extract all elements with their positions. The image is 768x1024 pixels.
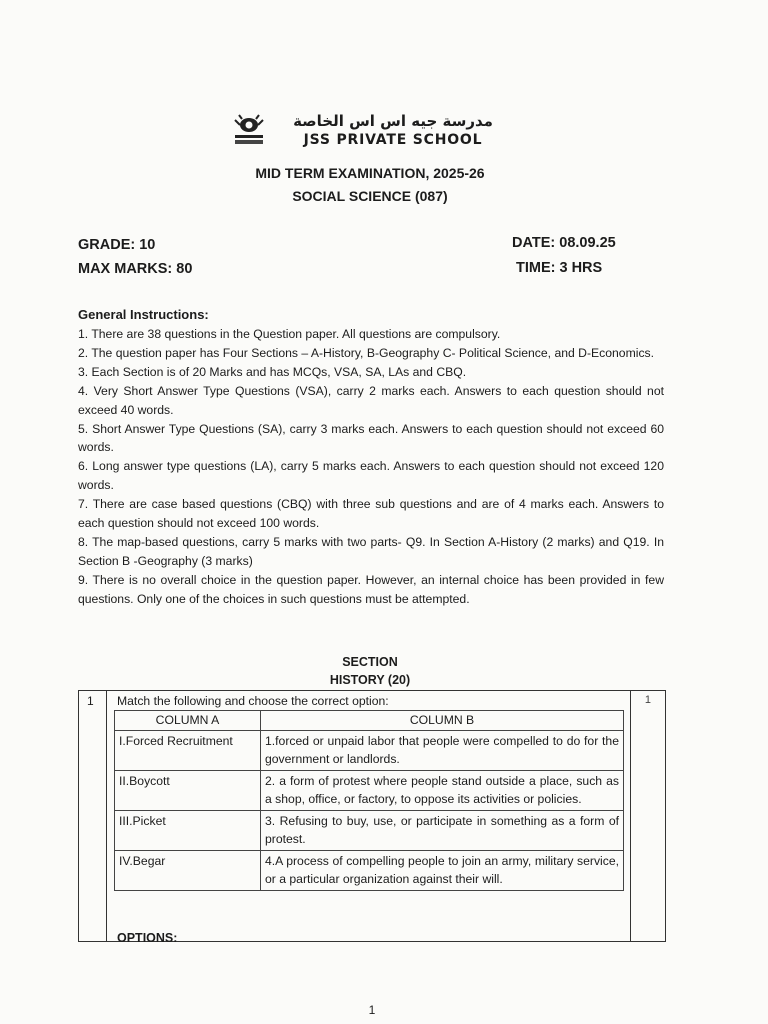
divider — [630, 691, 631, 941]
column-b-cell: 4.A process of compelling people to join an army, military service, or a particular organization against their will. — [261, 850, 624, 890]
column-a-header: COLUMN A — [115, 711, 261, 731]
school-name: JSS PRIVATE SCHOOL — [303, 132, 483, 148]
section-label: SECTION — [342, 655, 398, 669]
instruction-item: 1. There are 38 questions in the Question paper. All questions are compulsory. — [78, 327, 501, 341]
column-b-cell: 2. a form of protest where people stand outside a place, such as a shop, office, or factory, to oppose its activities or policies. — [261, 770, 624, 810]
exam-date: DATE: 08.09.25 — [512, 235, 616, 251]
table-row — [115, 850, 624, 890]
instruction-item: 9. There is no overall choice in the question paper. However, an internal choice has been provided in few questions. Only one of the choices in such questions must be attempted. — [78, 572, 664, 606]
grade: GRADE: 10 — [78, 237, 156, 253]
table-header-row — [115, 711, 624, 731]
table-row — [115, 810, 624, 850]
school-name-arabic: مدرسة جيه اس اس الخاصة — [293, 112, 493, 130]
page-number: 1 — [368, 1003, 376, 1017]
column-b-cell: 3. Refusing to buy, use, or participate in something as a form of protest. — [261, 810, 624, 850]
column-b-header: COLUMN B — [261, 711, 624, 731]
column-a-cell: III.Picket — [115, 810, 261, 850]
instruction-item: 7. There are case based questions (CBQ) with three sub questions and are of 4 marks each. Answers to each question should not exceed 100 words. — [78, 497, 664, 531]
school-header — [232, 112, 512, 152]
instruction-item: 8. The map-based questions, carry 5 marks with two parts- Q9. In Section A-History (2 marks) and Q19. In Section B -Geography (3 marks) — [78, 534, 664, 568]
table-row — [115, 770, 624, 810]
options-label: OPTIONS: — [117, 931, 178, 945]
exam-subject: SOCIAL SCIENCE (087) — [292, 188, 448, 204]
question-text: Match the following and choose the correct option: — [117, 694, 389, 708]
column-a-cell: I.Forced Recruitment — [115, 730, 261, 770]
instruction-item: 3. Each Section is of 20 Marks and has MCQs, VSA, SA, LAs and CBQ. — [78, 364, 467, 379]
question-number: 1 — [87, 694, 94, 708]
column-b-cell: 1.forced or unpaid labor that people were compelled to do for the government or landlords. — [261, 730, 624, 770]
column-a-cell: IV.Begar — [115, 850, 261, 890]
max-marks: MAX MARKS: 80 — [78, 261, 193, 277]
table-row — [115, 730, 624, 770]
instruction-item: 4. Very Short Answer Type Questions (VSA), carry 2 marks each. Answers to each question should not exceed 40 words. — [78, 383, 664, 417]
school-crest-icon — [232, 114, 266, 146]
instructions-list — [78, 325, 664, 609]
exam-time: TIME: 3 HRS — [516, 260, 603, 276]
section-name: HISTORY (20) — [329, 673, 411, 687]
instruction-item: 2. The question paper has Four Sections – A-History, B-Geography C- Political Science, and D-Economics. — [78, 345, 655, 360]
instruction-item: 5. Short Answer Type Questions (SA), carry 3 marks each. Answers to each question should not exceed 60 words. — [78, 421, 664, 455]
instructions-heading: General Instructions: — [78, 307, 209, 322]
question-marks: 1 — [644, 694, 651, 706]
column-a-cell: II.Boycott — [115, 770, 261, 810]
divider — [106, 691, 107, 941]
instruction-item: 6. Long answer type questions (LA), carry 5 marks each. Answers to each question should not exceed 120 words. — [78, 459, 664, 493]
match-table — [114, 710, 624, 891]
exam-title: MID TERM EXAMINATION, 2025-26 — [255, 165, 485, 181]
